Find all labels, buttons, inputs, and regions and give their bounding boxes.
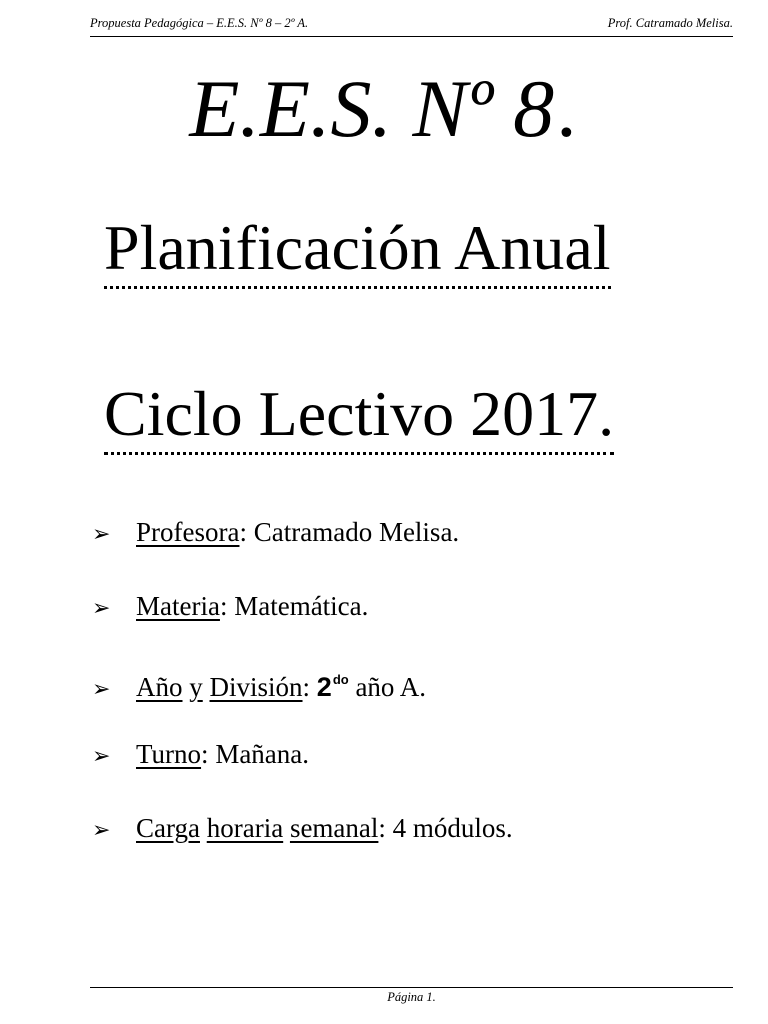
- page-footer: Página 1.: [90, 987, 733, 1005]
- item-label-3: División: [209, 672, 303, 702]
- item-separator: :: [378, 813, 393, 843]
- arrowhead-icon: ➢: [92, 595, 111, 620]
- list-item-profesora: [92, 512, 513, 586]
- item-number: 2: [316, 672, 332, 702]
- item-label: Profesora: [136, 517, 240, 547]
- item-separator: :: [201, 739, 216, 769]
- item-value: Catramado Melisa.: [253, 517, 460, 547]
- school-title-text: E.E.S. Nº 8: [189, 63, 555, 154]
- list-item-carga-horaria: [92, 808, 513, 882]
- item-separator: :: [239, 517, 254, 547]
- school-title: [0, 63, 768, 154]
- page-header: [90, 14, 733, 37]
- item-separator: :: [302, 672, 317, 702]
- arrowhead-icon: ➢: [92, 521, 111, 546]
- list-item-turno: [92, 734, 513, 808]
- arrowhead-icon: ➢: [92, 817, 111, 842]
- list-item-materia: [92, 586, 513, 660]
- item-label-3: semanal: [289, 813, 379, 843]
- item-separator: :: [219, 591, 235, 621]
- item-value: Mañana.: [215, 739, 310, 769]
- item-label-2: y: [189, 672, 203, 702]
- plan-title: Planificación Anual: [104, 216, 611, 289]
- item-label: Materia: [136, 591, 220, 621]
- header-right-text: Prof. Catramado Melisa.: [607, 16, 733, 30]
- item-value: 4 módulos.: [392, 813, 513, 843]
- list-item-ano-division: [92, 660, 513, 734]
- arrowhead-icon: ➢: [92, 743, 111, 768]
- item-value: año A.: [348, 672, 426, 702]
- cycle-title: Ciclo Lectivo 2017.: [104, 382, 614, 455]
- item-label: Turno: [136, 739, 202, 769]
- header-left-text: Propuesta Pedagógica – E.E.S. Nº 8 – 2º A.: [90, 16, 309, 30]
- school-title-punct: .: [558, 63, 579, 154]
- item-label-1: Año: [136, 672, 183, 702]
- item-label-1: Carga: [136, 813, 200, 843]
- item-superscript: do: [332, 672, 349, 687]
- item-label-2: horaria: [206, 813, 284, 843]
- arrowhead-icon: ➢: [92, 676, 111, 701]
- item-value: Matemática.: [234, 591, 369, 621]
- info-list: [92, 512, 513, 882]
